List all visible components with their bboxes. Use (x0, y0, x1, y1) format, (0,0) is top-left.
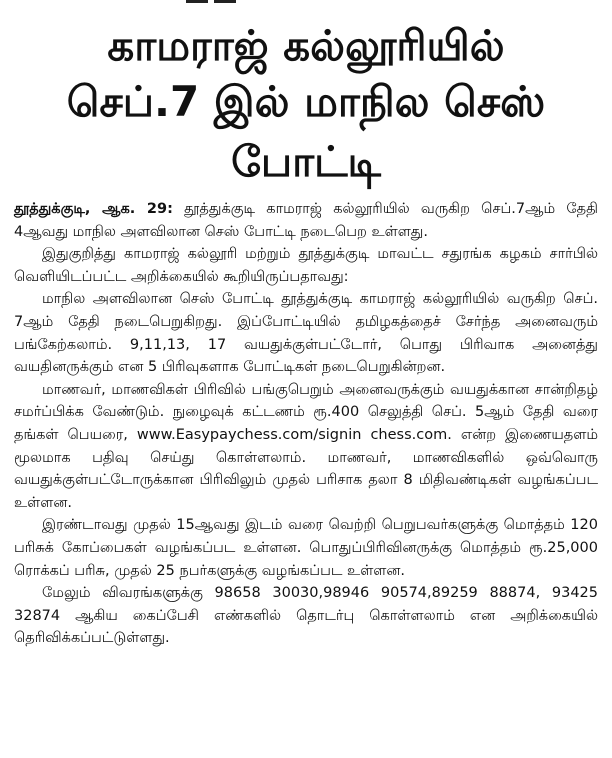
article-paragraph-2: இதுகுறித்து காமராஜ் கல்லூரி மற்றும் தூத்துக்குடி மாவட்ட சதுரங்க கழகம் சார்பில் வெளியிடப்பட்ட அறிக்கையில் கூறியிருப்பதாவது: (14, 246, 598, 285)
article-paragraph-1 (14, 198, 598, 243)
article-paragraph-5: இரண்டாவது முதல் 15ஆவது இடம் வரை வெற்றி பெறுபவர்களுக்கு மொத்தம் 120 பரிசுக் கோப்பைகள் வழங்கப்பட உள்ளன. பொதுப்பிரிவினருக்கு மொத்தம் ரூ.25,000 ரொக்கப் பரிசு, முதல் 25 நபர்களுக்கு வழங்கப்பட உள்ளன. (14, 517, 598, 579)
top-rule-decoration (0, 0, 612, 6)
article-body (14, 198, 598, 650)
headline-line-1: காமராஜ் கல்லூரியில் (107, 21, 505, 70)
dateline: தூத்துக்குடி, ஆக. 29: (14, 201, 173, 217)
paragraph-text: தூத்துக்குடி காமராஜ் கல்லூரியில் வருகிற செப்.7ஆம் தேதி 4ஆவது மாநில அளவிலான செஸ் போட்டி நடைபெற உள்ளது. (14, 201, 598, 240)
article-paragraph-4: மாணவர், மாணவிகள் பிரிவில் பங்குபெறும் அனைவருக்கும் வயதுக்கான சான்றிதழ் சமர்ப்பிக்க வேண்டும். நுழைவுக் கட்டணம் ரூ.400 செலுத்தி செப். 5ஆம் தேதி வரை தங்கள் பெயரை, www.Easypaychess.com/signin chess.com. என்ற இணையதளம் மூலமாக பதிவு செய்து கொள்ளலாம். மாணவர், மாணவிகளில் ஒவ்வொரு வயதுக்குள்பட்டோருக்கான பிரிவிலும் முதல் பரிசாக தலா 8 மிதிவண்டிகள் வழங்கப்பட உள்ளன. (14, 381, 598, 511)
headline-line-2: செப்.7 இல் மாநில செஸ் போட்டி (66, 77, 546, 186)
article-paragraph-6: மேலும் விவரங்களுக்கு 98658 30030,98946 90574,89259 88874, 93425 32874 ஆகிய கைப்பேசி எண்களில் தொடர்பு கொள்ளலாம் என அறிக்கையில் தெரிவிக்கப்பட்டுள்ளது. (14, 585, 598, 647)
headline (14, 0, 598, 192)
article-paragraph-3: மாநில அளவிலான செஸ் போட்டி தூத்துக்குடி காமராஜ் கல்லூரியில் வருகிற செப். 7ஆம் தேதி நடைபெறுகிறது. இப்போட்டியில் தமிழகத்தைச் சேர்ந்த அனைவரும் பங்கேற்கலாம். 9,11,13, 17 வயதுக்குள்பட்டோர், பொது பிரிவாக அனைத்து வயதினருக்கும் என 5 பிரிவுகளாக போட்டிகள் நடைபெறுகின்றன. (14, 291, 598, 376)
